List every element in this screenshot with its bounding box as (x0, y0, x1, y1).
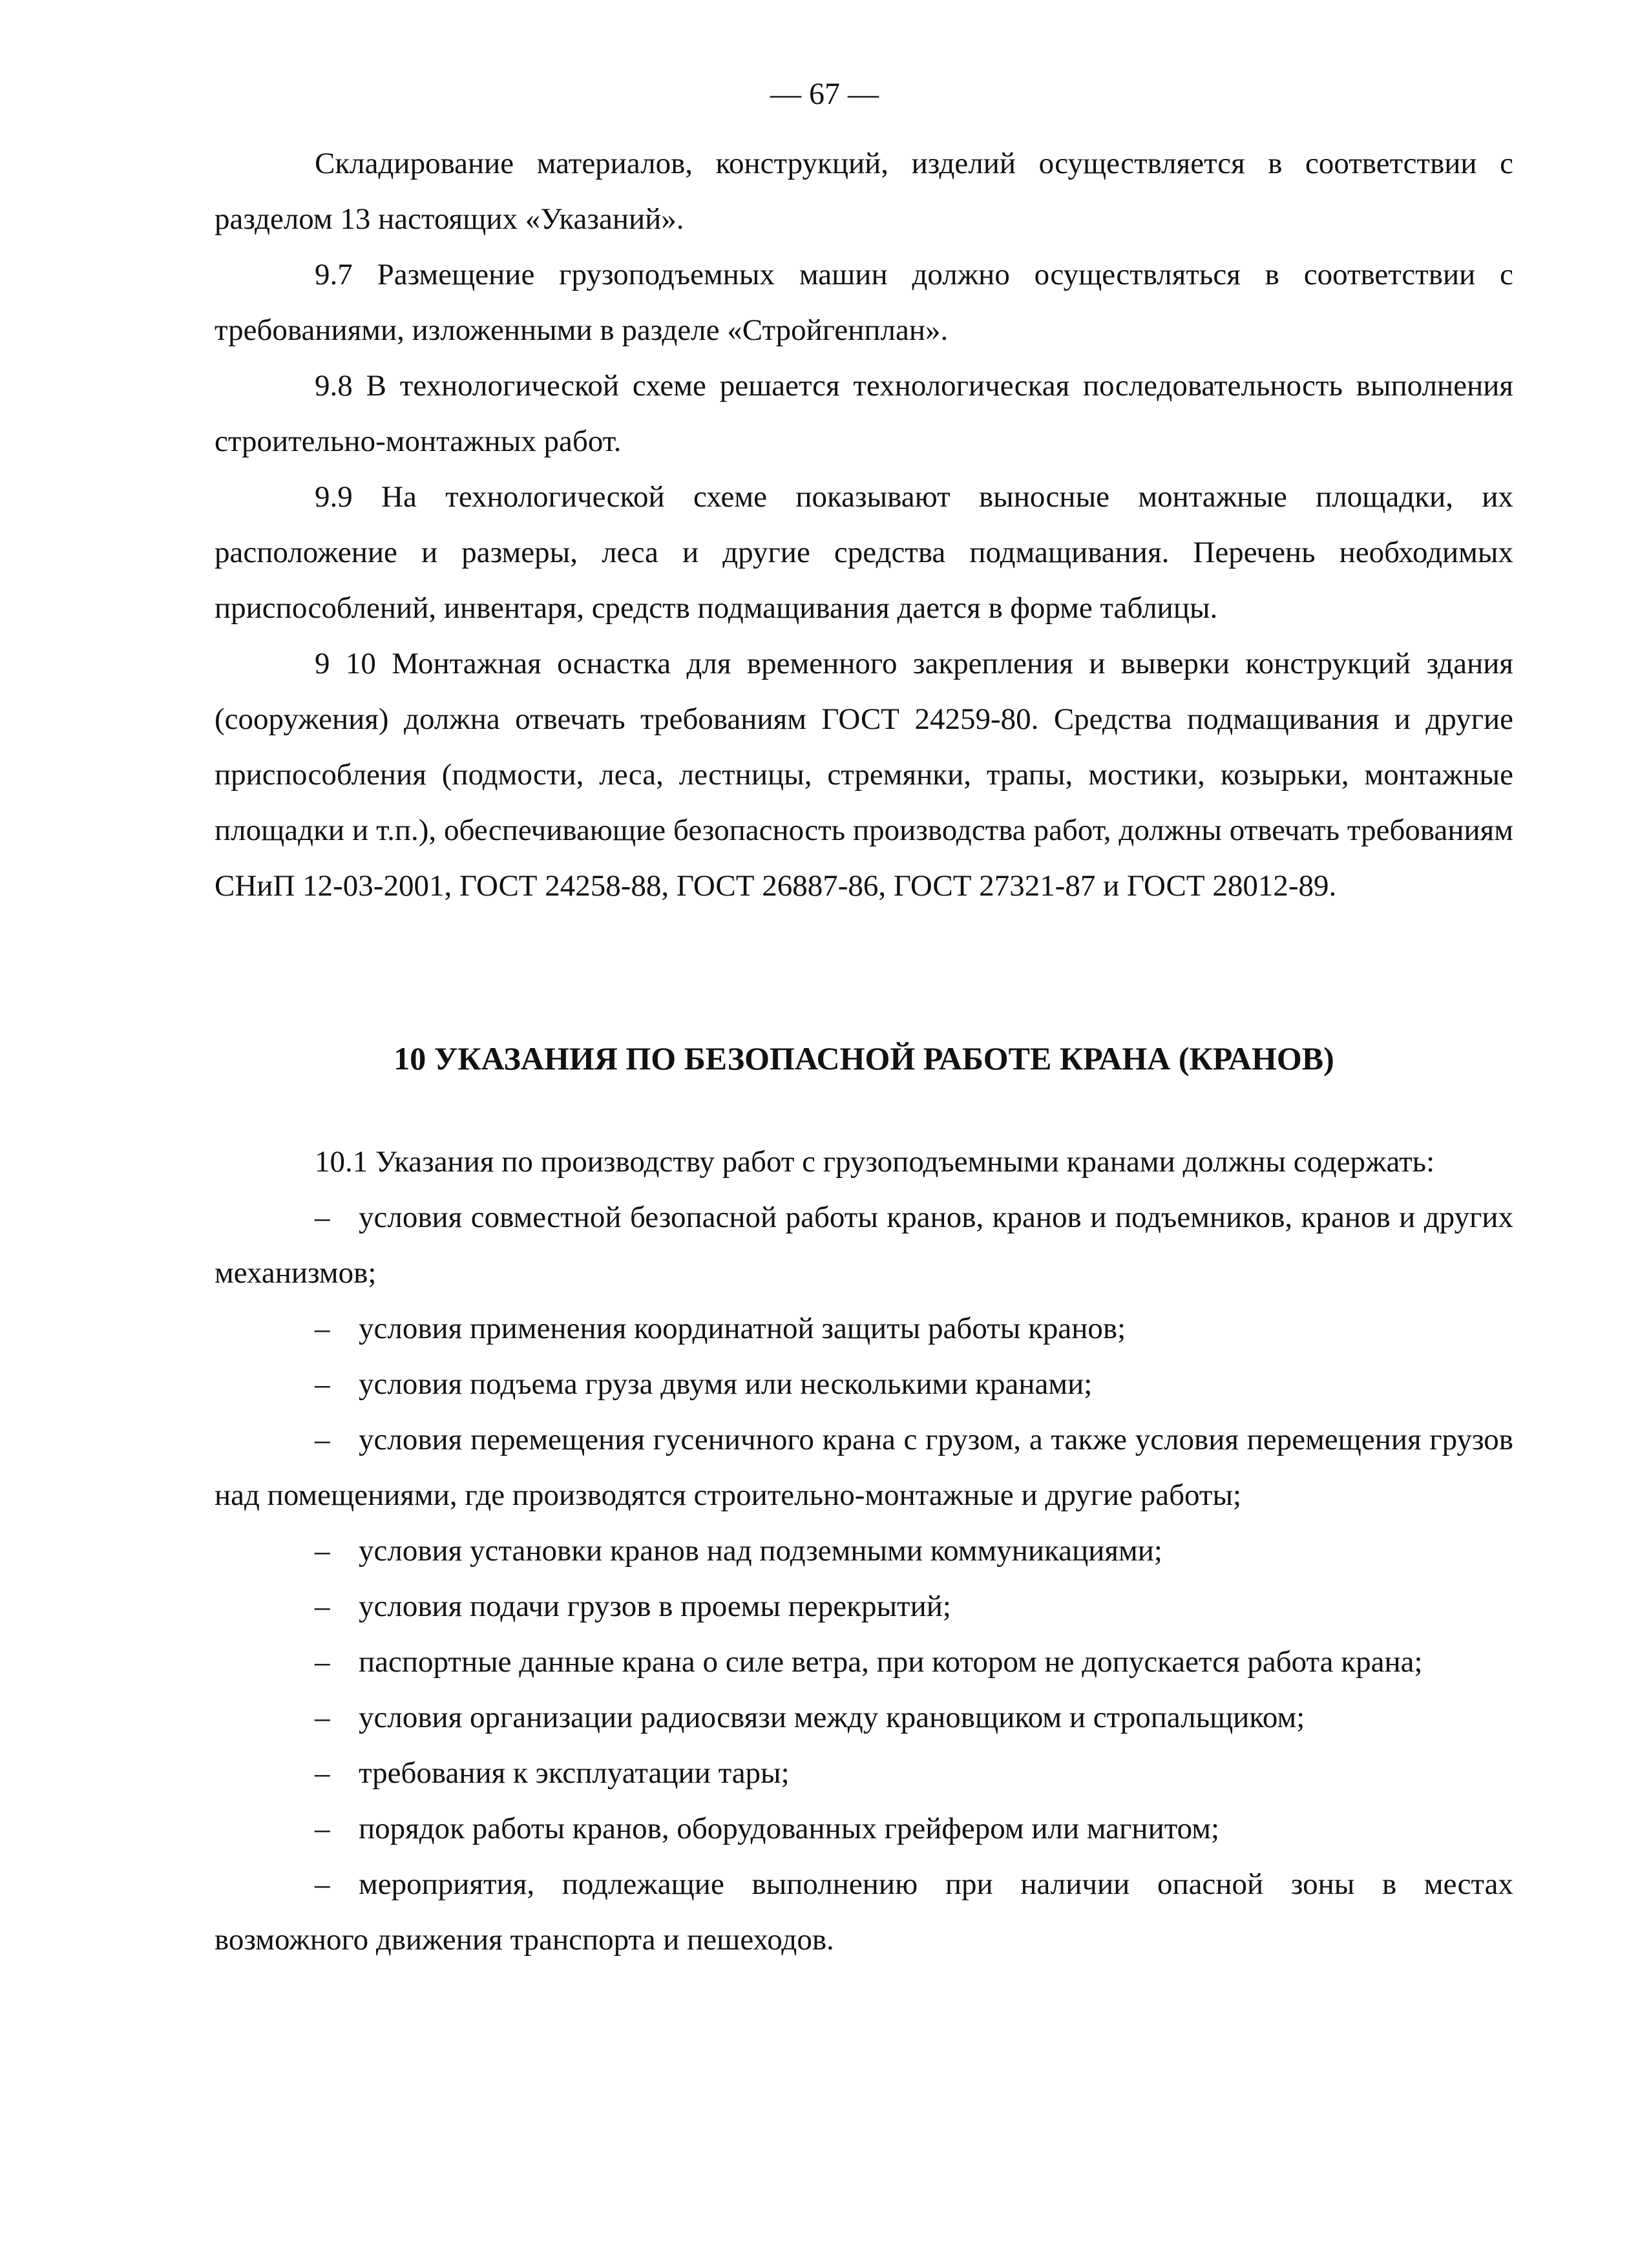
dash-marker: – (315, 1867, 330, 1901)
dash-marker: – (315, 1812, 330, 1845)
section-heading-10: 10 УКАЗАНИЯ ПО БЕЗОПАСНОЙ РАБОТЕ КРАНА (КРАНОВ) (394, 1040, 1334, 1076)
paragraph-10-1: 10.1 Указания по производству работ с грузоподъемными кранами должны содержать: (315, 1145, 1435, 1179)
body-text-top (215, 136, 1513, 914)
list-item-text: условия совместной безопасной работы кранов, кранов и подъемников, кранов и других механизмов; (215, 1201, 1513, 1290)
dash-marker: – (315, 1367, 330, 1401)
list-item (215, 1412, 1513, 1523)
list-item (215, 1301, 1513, 1356)
list-item (215, 1745, 1513, 1801)
dash-marker: – (315, 1645, 330, 1679)
dash-marker: – (315, 1756, 330, 1790)
paragraph-storage: Складирование материалов, конструкций, изделий осуществляется в соответствии с разделом 13 настоящих «Указаний». (215, 147, 1513, 236)
list-item-text: условия применения координатной защиты работы кранов; (359, 1312, 1126, 1345)
list-item (215, 1801, 1513, 1856)
list-item-text: требования к эксплуатации тары; (359, 1756, 790, 1790)
list-item (215, 1634, 1513, 1690)
page-number: — 67 — (770, 77, 879, 111)
list-item (215, 1579, 1513, 1634)
list-item-text: паспортные данные крана о силе ветра, при котором не допускается работа крана; (359, 1645, 1423, 1679)
paragraph-9-8: 9.8 В технологической схеме решается технологическая последовательность выполнения строительно-монтажных работ. (215, 369, 1513, 458)
list-item (215, 1356, 1513, 1412)
section-10-body (215, 1134, 1513, 1968)
list-item-text: мероприятия, подлежащие выполнению при наличии опасной зоны в местах возможного движения транспорта и пешеходов. (215, 1867, 1513, 1957)
list-item-text: порядок работы кранов, оборудованных грейфером или магнитом; (359, 1812, 1220, 1845)
paragraph-9-10: 9 10 Монтажная оснастка для временного закрепления и выверки конструкций здания (сооружения) должна отвечать требованиям ГОСТ 24259-80. Средства подмащивания и другие приспособления (подмости, леса, лестницы, стремянки, трапы, мостики, козырьки, монтажные площадки и т.п.), обеспечивающие безопасность производства работ, должны отвечать требованиям СНиП 12-03-2001, ГОСТ 24258-88, ГОСТ 26887-86, ГОСТ 27321-87 и ГОСТ 28012-89. (215, 647, 1513, 903)
list-item (215, 1856, 1513, 1968)
list-item (215, 1190, 1513, 1301)
list-item-text: условия подъема груза двумя или несколькими кранами; (359, 1367, 1093, 1401)
dash-marker: – (315, 1201, 330, 1234)
dash-marker: – (315, 1701, 330, 1734)
paragraph-9-7: 9.7 Размещение грузоподъемных машин должно осуществляться в соответствии с требованиями, изложенными в разделе «Стройгенплан». (215, 258, 1513, 347)
list-item (215, 1523, 1513, 1579)
paragraph-9-9: 9.9 На технологической схеме показывают выносные монтажные площадки, их расположение и размеры, леса и другие средства подмащивания. Перечень необходимых приспособлений, инвентаря, средств подмащивания дается в форме таблицы. (215, 480, 1513, 625)
list-item-text: условия подачи грузов в проемы перекрытий; (359, 1590, 951, 1623)
list-item (215, 1690, 1513, 1745)
list-item-text: условия перемещения гусеничного крана с грузом, а также условия перемещения грузов над помещениями, где производятся строительно-монтажные и другие работы; (215, 1423, 1513, 1512)
dash-marker: – (315, 1534, 330, 1568)
dash-marker: – (315, 1590, 330, 1623)
dash-marker: – (315, 1423, 330, 1456)
dash-marker: – (315, 1312, 330, 1345)
list-item-text: условия установки кранов над подземными коммуникациями; (359, 1534, 1162, 1568)
list-item-text: условия организации радиосвязи между крановщиком и стропальщиком; (359, 1701, 1305, 1734)
